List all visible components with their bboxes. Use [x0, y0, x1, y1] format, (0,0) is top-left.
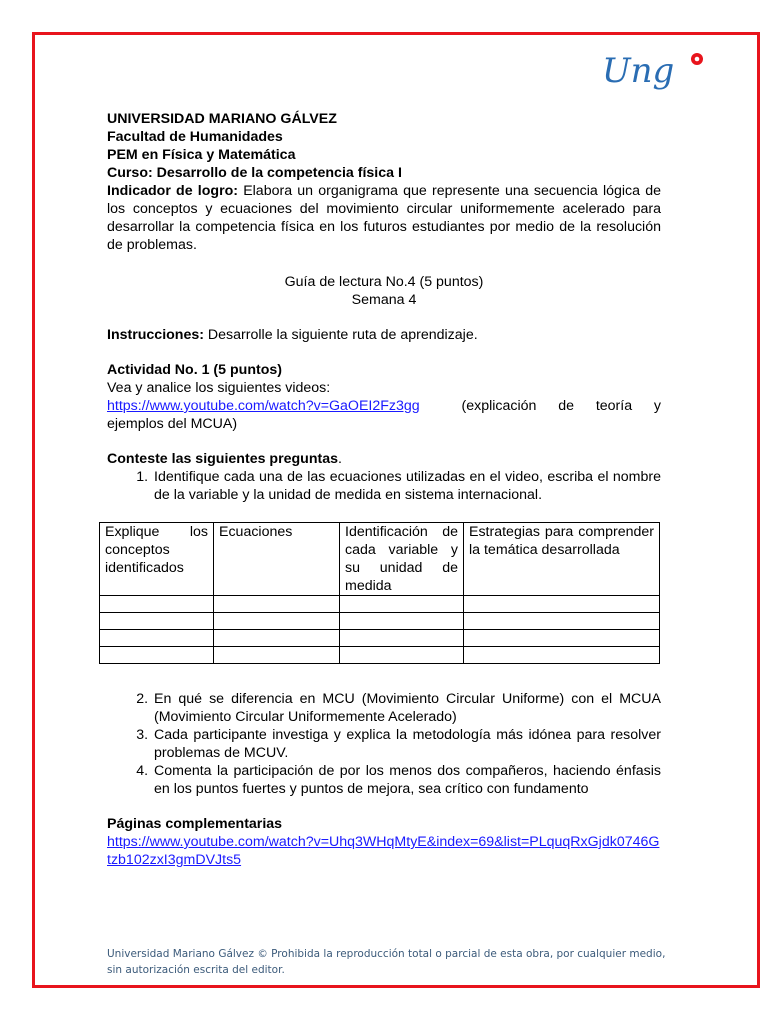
table-cell[interactable] — [100, 647, 214, 664]
table-cell[interactable] — [340, 613, 464, 630]
logo-text: Ung — [602, 51, 675, 90]
table-header-equations: Ecuaciones — [214, 523, 340, 596]
table-cell[interactable] — [464, 647, 660, 664]
guide-title: Guía de lectura No.4 (5 puntos) — [284, 274, 484, 290]
table-cell[interactable] — [214, 613, 340, 630]
question-list-1 — [107, 468, 661, 504]
video-link[interactable]: https://www.youtube.com/watch?v=GaOEI2Fz3gg — [107, 398, 420, 414]
guide-week: Semana 4 — [351, 292, 417, 308]
program-name: PEM en Física y Matemática — [107, 147, 296, 163]
table-cell[interactable] — [100, 613, 214, 630]
table-row — [100, 596, 660, 613]
umg-logo-icon — [600, 48, 710, 90]
video-note-word-4: y — [653, 398, 661, 414]
table-cell[interactable] — [214, 630, 340, 647]
table-cell[interactable] — [214, 647, 340, 664]
table-header-strategies: Estrategias para comprender la temática desarrollada — [464, 523, 660, 596]
table-row — [100, 630, 660, 647]
question-1: 1. Identifique cada una de las ecuaciones utilizadas en el video, escriba el nombre de la variable y la unidad de medida en sistema internacional. — [152, 468, 661, 504]
table-cell[interactable] — [100, 630, 214, 647]
complementary-link[interactable]: https://www.youtube.com/watch?v=Uhq3WHqMtyE&index=69&list=PLquqRxGjdk0746Gtzb102zxI3gmDVJts5 — [107, 834, 660, 868]
table-cell[interactable] — [464, 613, 660, 630]
table-header-row — [100, 523, 660, 596]
video-note-rest: ejemplos del MCUA) — [107, 416, 238, 432]
instructions-label: Instrucciones: — [107, 327, 204, 343]
question-4: 4. Comenta la participación de por los menos dos compañeros, haciendo énfasis en los puntos fuertes y puntos de mejora, sea crítico con fundamento — [152, 762, 661, 798]
table-row — [100, 613, 660, 630]
faculty-name: Facultad de Humanidades — [107, 129, 283, 145]
indicator-label: Indicador de logro: — [107, 183, 238, 199]
video-note-word-2: de — [558, 398, 574, 414]
question-list-2 — [107, 690, 661, 798]
question-2: 2. En qué se diferencia en MCU (Movimiento Circular Uniforme) con el MCUA (Movimiento Circular Uniformemente Acelerado) — [152, 690, 661, 726]
table-row — [100, 647, 660, 664]
video-note-word-3: teoría — [595, 398, 633, 414]
document-body — [107, 110, 661, 869]
table-cell[interactable] — [340, 647, 464, 664]
copyright-footer: Universidad Mariano Gálvez © Prohibida la reproducción total o parcial de esta obra, por cualquier medio, sin autorización escrita del editor. — [107, 948, 666, 976]
table-cell[interactable] — [340, 596, 464, 613]
complementary-title: Páginas complementarias — [107, 816, 283, 832]
course-name: Curso: Desarrollo de la competencia física I — [107, 165, 402, 181]
question-3: 3. Cada participante investiga y explica la metodología más idónea para resolver problemas de MCUV. — [152, 726, 661, 762]
concepts-table — [99, 522, 660, 664]
table-cell[interactable] — [340, 630, 464, 647]
video-note-word-1: (explicación — [461, 398, 537, 414]
instructions-text: Desarrolle la siguiente ruta de aprendizaje. — [203, 327, 478, 343]
table-cell[interactable] — [214, 596, 340, 613]
instructions — [107, 326, 661, 344]
video-link-line — [107, 397, 661, 415]
indicator-text: Elabora un organigrama que represente una secuencia lógica de los conceptos y ecuaciones del movimiento circular uniformemente acelerado para desarrollar la competencia física en los futuros estudiantes por medio de la resolución de problemas. — [107, 183, 662, 253]
table-cell[interactable] — [100, 596, 214, 613]
questions-heading: Conteste las siguientes preguntas. — [107, 451, 342, 467]
table-header-concepts: Explique los conceptos identificados — [100, 523, 214, 596]
university-name: UNIVERSIDAD MARIANO GÁLVEZ — [107, 111, 337, 127]
activity-intro: Vea y analice los siguientes videos: — [107, 380, 331, 396]
table-cell[interactable] — [464, 596, 660, 613]
table-cell[interactable] — [464, 630, 660, 647]
table-header-variables: Identificación de cada variable y su unidad de medida — [340, 523, 464, 596]
activity-title: Actividad No. 1 (5 puntos) — [107, 362, 282, 378]
achievement-indicator — [107, 182, 661, 254]
